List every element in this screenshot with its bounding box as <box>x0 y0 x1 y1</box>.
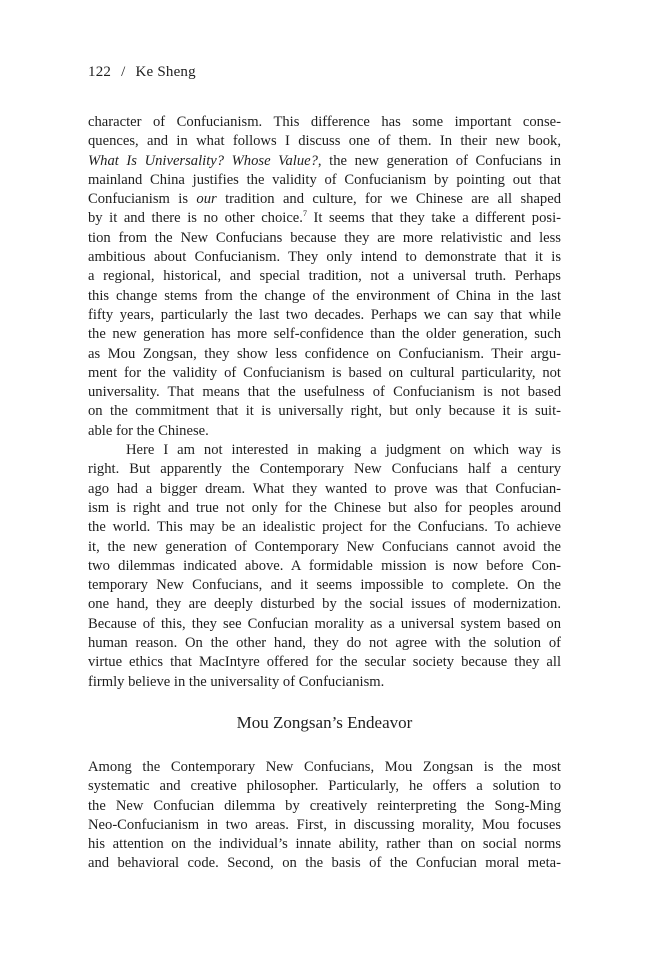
text-line: by it and there is no other choice.$^7$ It seems that they take a different posi- <box>88 209 561 227</box>
text-line: and behavioral code. Second, on the basis of the Confucian moral meta- <box>88 855 561 872</box>
paragraph-1 <box>88 113 561 441</box>
section-heading: Mou Zongsan’s Endeavor <box>236 713 413 732</box>
text-line: character of Confucianism. This difference has some important conse- <box>88 114 561 130</box>
text-line: the world. This may be an idealistic project for the Confucians. To achieve <box>88 519 561 536</box>
text-line: on the commitment that it is universally right, but only because it is suit- <box>88 403 561 420</box>
text-line: ago had a bigger dream. What they wanted to prove was that Confucian- <box>88 480 561 497</box>
text-line: two dilemmas indicated above. A formidable mission is now before Con- <box>88 557 561 574</box>
footnote-marker[interactable]: 7 <box>302 209 307 219</box>
text-line: this change stems from the change of the environment of China in the last <box>88 287 561 304</box>
text-line: it, the new generation of Contemporary New Confucians cannot avoid the <box>88 538 561 555</box>
text-line: virtue ethics that MacIntyre offered for the secular society because they all <box>88 654 561 671</box>
text-line: Among the Contemporary New Confucians, Mou Zongsan is the most <box>88 759 561 775</box>
text-line: ism is right and true not only for the Chinese but also for peoples around <box>88 499 561 516</box>
text-line: systematic and creative philosopher. Particularly, he offers a solution to <box>88 778 561 795</box>
book-title: What Is Universality? Whose Value? <box>88 152 318 169</box>
header-separator: / <box>121 64 126 80</box>
text-line: able for the Chinese. <box>88 422 209 439</box>
text-line: tion from the New Confucians because they are more relativistic and less <box>88 229 561 246</box>
page-number: 122 <box>88 64 112 80</box>
text-line: one hand, they are deeply disturbed by the social issues of modernization. <box>88 596 561 613</box>
text-line: human reason. On the other hand, they do not agree with the solution of <box>88 635 561 652</box>
paragraph-2 <box>88 441 561 692</box>
text-line: ambitious about Confucianism. They only intend to demonstrate that it is <box>88 249 561 266</box>
text-line: mainland China justifies the validity of Confucianism by pointing out that <box>88 171 561 188</box>
body-text-lower <box>88 758 561 874</box>
text-line: right. But apparently the Contemporary New Confucians half a century <box>88 461 561 478</box>
text-line: temporary New Confucians, and it seems impossible to complete. On the <box>88 577 561 594</box>
emphasis: our <box>196 191 217 208</box>
paragraph-3 <box>88 758 561 874</box>
text-line: fifty years, particularly the last two decades. Perhaps we can say that while <box>88 306 561 323</box>
text-line: ment for the validity of Confucianism is based on cultural particularity, not <box>88 364 561 381</box>
text-line: What Is Universality? Whose Value?, the new generation of Confucians in <box>88 152 561 169</box>
text-line: Because of this, they see Confucian morality as a universal system based on <box>88 615 561 632</box>
body-text-upper <box>88 113 561 692</box>
text-line: Neo-Confucianism in two areas. First, in discussing morality, Mou focuses <box>88 816 561 833</box>
running-head-author: Ke Sheng <box>135 64 196 80</box>
running-header <box>88 64 196 81</box>
text-line: the New Confucian dilemma by creatively reinterpreting the Song-Ming <box>88 797 561 814</box>
text-line: Here I am not interested in making a judgment on which way is <box>126 442 561 459</box>
text-line: his attention on the individual’s innate ability, rather than on social norms <box>88 836 561 853</box>
text-line: the new generation has more self-confidence than the older generation, such <box>88 326 561 343</box>
text-line: as Mou Zongsan, they show less confidence on Confucianism. Their argu- <box>88 345 561 362</box>
text-line: quences, and in what follows I discuss one of them. In their new book, <box>88 133 561 150</box>
text-line: firmly believe in the universality of Confucianism. <box>88 673 385 690</box>
text-line: universality. That means that the usefulness of Confucianism is not based <box>88 384 561 401</box>
text-line: Confucianism is our tradition and culture, for we Chinese are all shaped <box>88 191 561 208</box>
text-line: a regional, historical, and special tradition, not a universal truth. Perhaps <box>88 268 561 285</box>
